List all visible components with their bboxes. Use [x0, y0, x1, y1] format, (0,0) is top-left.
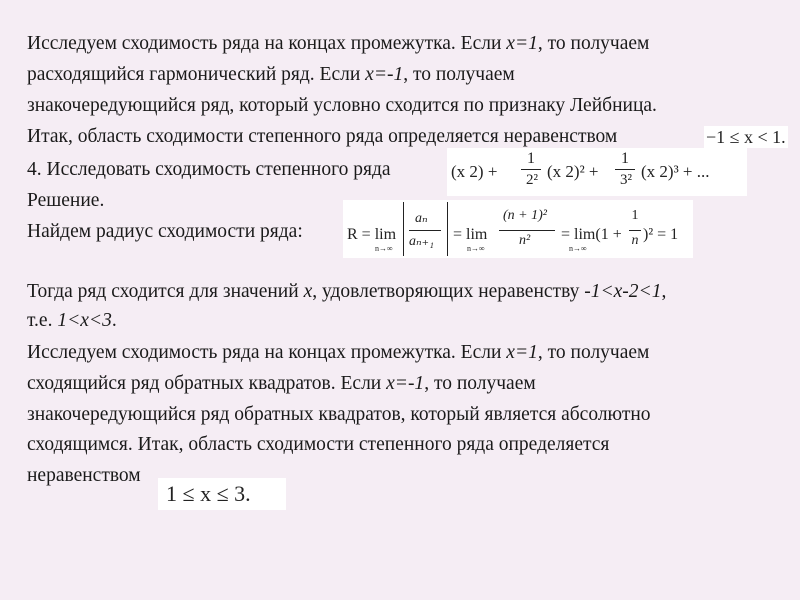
text-line: т.е. 1<x<3. — [27, 310, 117, 331]
radius-formula — [343, 200, 693, 258]
fraction-bar — [409, 230, 441, 231]
limit-subscript: n→∞ — [375, 244, 393, 253]
radius-result: )² = 1 — [643, 226, 679, 243]
radius-lim: R = lim — [347, 226, 397, 243]
fraction-bar — [629, 230, 641, 231]
fraction-denominator: 3² — [620, 172, 632, 188]
text-line: Итак, область сходимости степенного ряда определяется неравенством — [27, 126, 618, 147]
text-line: расходящийся гармонический ряд. Если x=-1, то получаем — [27, 64, 515, 85]
fraction-denominator: n — [631, 233, 639, 248]
radius-lim: = lim(1 + — [561, 226, 622, 243]
limit-subscript: n→∞ — [467, 244, 485, 253]
abs-bar-left — [403, 202, 404, 256]
fraction-denominator: 2² — [526, 172, 538, 188]
abs-bar-right — [447, 202, 448, 256]
radius-label: Найдем радиус сходимости ряда: — [27, 221, 303, 242]
series-formula — [447, 148, 747, 196]
text-line: Исследуем сходимость ряда на концах промежутка. Если x=1, то получаем — [27, 342, 650, 363]
fraction-bar — [499, 230, 555, 231]
fraction-bar — [521, 169, 541, 170]
text-line: сходящимся. Итак, область сходимости степенного ряда определяется — [27, 434, 610, 455]
fraction-denominator: n² — [519, 233, 531, 248]
text-line: неравенством — [27, 465, 141, 486]
series-term: (x 2) + — [451, 162, 498, 181]
text-line: знакочередующийся ряд обратных квадратов, который является абсолютно — [27, 404, 651, 425]
text-line: сходящийся ряд обратных квадратов. Если x=-1, то получаем — [27, 373, 536, 394]
text-line: знакочередующийся ряд, который условно сходится по признаку Лейбница. — [27, 95, 657, 116]
limit-subscript: n→∞ — [569, 244, 587, 253]
task-heading: 4. Исследовать сходимость степенного ряда — [27, 159, 391, 180]
final-inequality: 1 ≤ x ≤ 3. — [158, 478, 286, 510]
fraction-bar — [615, 169, 635, 170]
solution-label: Решение. — [27, 190, 105, 211]
fraction-numerator: 1 — [621, 150, 629, 167]
text-line: Исследуем сходимость ряда на концах промежутка. Если x=1, то получаем — [27, 33, 650, 54]
text-line: Тогда ряд сходится для значений x, удовлетворяющих неравенству -1<x-2<1, — [27, 281, 667, 302]
inequality-formula: −1 ≤ x < 1. — [704, 126, 788, 148]
fraction-numerator: (n + 1)² — [503, 208, 547, 223]
fraction-numerator: aₙ — [415, 211, 428, 226]
series-term: (x 2)² + — [547, 162, 599, 181]
radius-lim: = lim — [453, 226, 488, 243]
fraction-numerator: 1 — [631, 208, 639, 223]
fraction-numerator: 1 — [527, 150, 535, 167]
fraction-denominator: aₙ₊₁ — [409, 234, 434, 249]
series-term: (x 2)³ + ... — [641, 162, 710, 181]
